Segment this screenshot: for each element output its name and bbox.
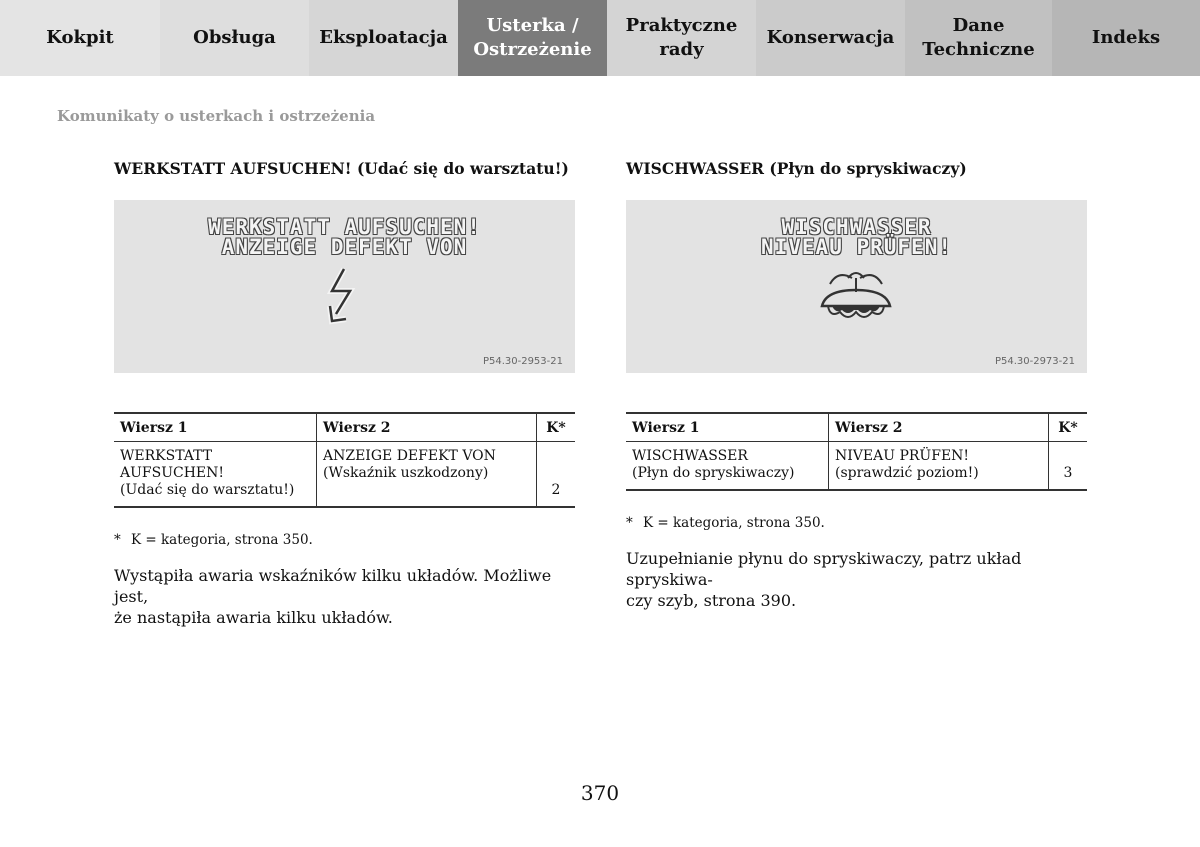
- tab-label-line: Usterka /: [486, 15, 579, 36]
- chapter-tabs: [0, 0, 1200, 76]
- tab-usterka-ostrzezenie[interactable]: [458, 0, 607, 76]
- cell-category: 3: [1049, 442, 1088, 491]
- tab-praktyczne-rady[interactable]: [607, 0, 756, 76]
- description-line: Uzupełnianie płynu do spryskiwaczy, patrz układ spryskiwa-: [626, 549, 1022, 589]
- cell-text: ANZEIGE DEFEKT VON: [323, 448, 496, 464]
- tab-label-line: Ostrzeżenie: [473, 39, 592, 60]
- column-header: K*: [537, 413, 576, 442]
- footnote-star: *: [114, 532, 121, 548]
- cell-line1: [626, 442, 829, 491]
- tab-label: [473, 14, 591, 62]
- description: [114, 565, 564, 628]
- cell-line2: [317, 442, 537, 508]
- section-title: Komunikaty o usterkach i ostrzeżenia: [57, 107, 376, 125]
- figure-id: P54.30-2953-21: [482, 356, 563, 367]
- cell-text: (sprawdzić poziom!): [835, 465, 979, 481]
- table-row: [626, 442, 1087, 491]
- left-column: [114, 156, 575, 628]
- tab-indeks[interactable]: [1052, 0, 1200, 76]
- lightning-fault-icon: [324, 266, 360, 326]
- message-table: [114, 412, 575, 508]
- footnote-text: K = kategoria, strona 350.: [131, 532, 313, 548]
- description-line: czy szyb, strona 390.: [626, 591, 797, 610]
- tab-dane-techniczne[interactable]: [905, 0, 1052, 76]
- tab-label: Eksploatacja: [319, 27, 448, 48]
- column-header: Wiersz 1: [626, 413, 829, 442]
- footnote-text: K = kategoria, strona 350.: [643, 515, 825, 531]
- footnote: [626, 515, 1087, 531]
- tab-label-line: Dane: [952, 15, 1005, 36]
- description: [626, 548, 1076, 611]
- cell-text: (Udać się do warsztatu!): [120, 482, 295, 498]
- tab-obsluga[interactable]: [160, 0, 309, 76]
- tab-label-line: Praktyczne: [625, 15, 738, 36]
- cell-text: WISCHWASSER: [632, 448, 748, 464]
- tab-label: [922, 14, 1034, 62]
- description-line: że nastąpiła awaria kilku układów.: [114, 608, 393, 627]
- cell-text: NIVEAU PRÜFEN!: [835, 448, 970, 464]
- tab-kokpit[interactable]: [0, 0, 160, 76]
- display-line-1: WERKSTATT AUFSUCHEN!: [208, 215, 481, 239]
- column-header: Wiersz 2: [829, 413, 1049, 442]
- tab-label: Konserwacja: [766, 27, 895, 48]
- tab-label: Indeks: [1091, 27, 1161, 48]
- tab-label-line: Techniczne: [922, 39, 1035, 60]
- display-line-2: NIVEAU PRÜFEN!: [760, 235, 952, 259]
- page-number: 370: [580, 781, 620, 805]
- cell-text: (Wskaźnik uszkodzony): [323, 465, 489, 481]
- message-title: WISCHWASSER (Płyn do spryskiwaczy): [626, 159, 967, 178]
- tab-label: Obsługa: [193, 27, 276, 48]
- right-column: [626, 156, 1087, 611]
- message-title: WERKSTATT AUFSUCHEN! (Udać się do warsztatu!): [114, 159, 569, 178]
- display-illustration: [114, 200, 575, 373]
- table-row: [114, 442, 575, 508]
- figure-id: P54.30-2973-21: [994, 356, 1075, 367]
- display-line-2: ANZEIGE DEFEKT VON: [221, 235, 468, 259]
- display-illustration: [626, 200, 1087, 373]
- tab-label-line: rady: [659, 39, 704, 60]
- cell-line2: [829, 442, 1049, 491]
- tab-label: [626, 14, 738, 62]
- washer-fluid-icon: [816, 266, 896, 326]
- column-header: Wiersz 1: [114, 413, 317, 442]
- display-line-1: WISCHWASSER: [781, 215, 932, 239]
- cell-text: (Płyn do spryskiwaczy): [632, 465, 795, 481]
- column-header: Wiersz 2: [317, 413, 537, 442]
- tab-eksploatacja[interactable]: [309, 0, 458, 76]
- footnote: [114, 532, 575, 548]
- tab-label: Kokpit: [46, 27, 114, 48]
- message-table: [626, 412, 1087, 491]
- footnote-star: *: [626, 515, 633, 531]
- column-header: K*: [1049, 413, 1088, 442]
- tab-konserwacja[interactable]: [756, 0, 905, 76]
- cell-line1: [114, 442, 317, 508]
- cell-text: WERKSTATT AUFSUCHEN!: [120, 448, 225, 481]
- cell-category: 2: [537, 442, 576, 508]
- description-line: Wystąpiła awaria wskaźników kilku układów. Możliwe jest,: [114, 566, 552, 606]
